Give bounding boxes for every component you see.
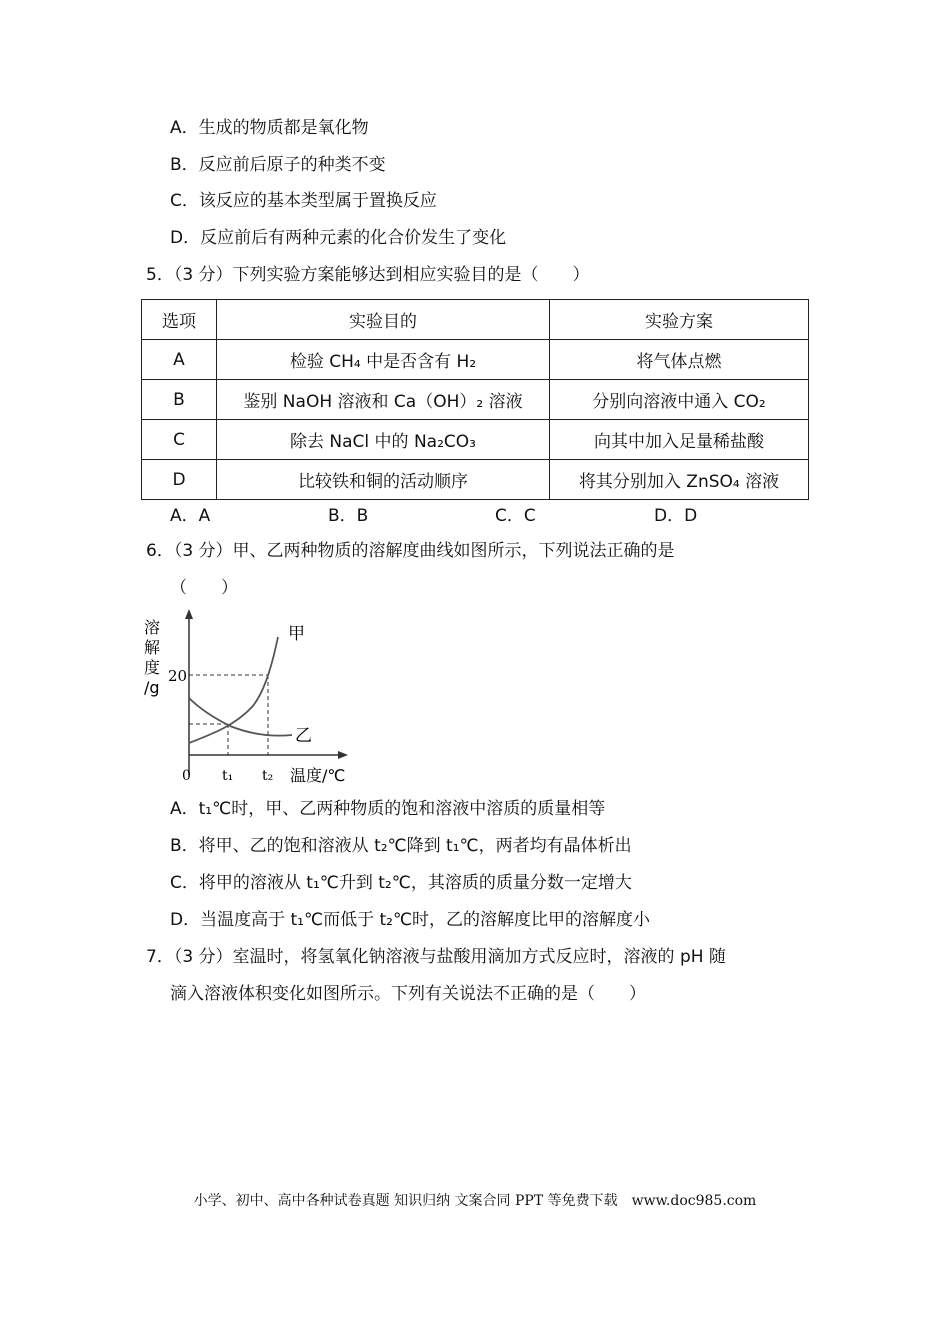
q6-stem — [146, 539, 675, 563]
q5-stem-text: （3 分）下列实验方案能够达到相应实验目的是（ ） — [173, 265, 590, 285]
x-tick-t1: t₁ — [222, 768, 234, 784]
table-header-row — [142, 300, 809, 340]
q6-stem-bracket: （ ） — [170, 578, 238, 598]
q7-stem — [146, 945, 726, 969]
x-axis-label: 温度/℃ — [290, 766, 346, 785]
row-method: 向其中加入足量稀盐酸 — [550, 420, 809, 460]
curve-yi-label: 乙 — [295, 726, 312, 746]
y-label-3: 度 — [144, 658, 161, 677]
q4-option-b: B．反应前后原子的种类不变 — [170, 155, 386, 175]
q5-answer-c: C．C — [495, 506, 536, 526]
header-purpose: 实验目的 — [217, 300, 550, 340]
q4-option-a: A．生成的物质都是氧化物 — [170, 118, 369, 138]
q7-stem-text: （3 分）室温时，将氢氧化钠溶液与盐酸用滴加方式反应时，溶液的 pH 随 — [173, 947, 726, 967]
q6-stem-text: （3 分）甲、乙两种物质的溶解度曲线如图所示，下列说法正确的是 — [173, 541, 675, 561]
y-label-2: 解 — [144, 638, 161, 657]
x-tick-t2: t₂ — [262, 768, 274, 784]
row-purpose: 比较铁和铜的活动顺序 — [217, 460, 550, 500]
table-row — [142, 460, 809, 500]
y-label-1: 溶 — [144, 618, 161, 637]
q5-number: 5． — [146, 265, 174, 285]
header-option: 选项 — [142, 300, 217, 340]
q5-stem — [146, 263, 590, 287]
row-option: D — [142, 460, 217, 500]
q4-option-c: C．该反应的基本类型属于置换反应 — [170, 191, 437, 211]
header-method: 实验方案 — [550, 300, 809, 340]
row-purpose: 鉴别 NaOH 溶液和 Ca（OH）₂ 溶液 — [217, 380, 550, 420]
q5-answer-b: B．B — [328, 506, 369, 526]
q6-option-b: B．将甲、乙的饱和溶液从 t₂℃降到 t₁℃，两者均有晶体析出 — [170, 836, 632, 856]
row-option: C — [142, 420, 217, 460]
row-option: B — [142, 380, 217, 420]
curve-jia-label: 甲 — [288, 624, 305, 644]
row-method: 将其分别加入 ZnSO₄ 溶液 — [550, 460, 809, 500]
q6-option-d: D．当温度高于 t₁℃而低于 t₂℃时，乙的溶解度比甲的溶解度小 — [170, 910, 651, 930]
q5-answer-d: D．D — [654, 506, 698, 526]
q6-option-a: A．t₁℃时，甲、乙两种物质的饱和溶液中溶质的质量相等 — [170, 799, 606, 819]
row-purpose: 除去 NaCl 中的 Na₂CO₃ — [217, 420, 550, 460]
y-axis-arrow — [185, 609, 193, 619]
q5-table — [141, 299, 809, 500]
table-row — [142, 380, 809, 420]
page-footer: 小学、初中、高中各种试卷真题 知识归纳 文案合同 PPT 等免费下载 www.doc985.com — [193, 1193, 757, 1209]
row-option: A — [142, 340, 217, 380]
q6-number: 6． — [146, 541, 174, 561]
q7-number: 7． — [146, 947, 174, 967]
q4-option-d: D．反应前后有两种元素的化合价发生了变化 — [170, 228, 507, 248]
table-row — [142, 340, 809, 380]
row-method: 分别向溶液中通入 CO₂ — [550, 380, 809, 420]
y-tick-20: 20 — [168, 667, 188, 685]
x-origin: 0 — [182, 768, 191, 784]
solubility-graph — [140, 605, 360, 785]
table-row — [142, 420, 809, 460]
y-label-4: /g — [144, 678, 160, 697]
row-purpose: 检验 CH₄ 中是否含有 H₂ — [217, 340, 550, 380]
q5-answer-a: A．A — [170, 506, 211, 526]
q6-option-c: C．将甲的溶液从 t₁℃升到 t₂℃，其溶质的质量分数一定增大 — [170, 873, 632, 893]
q7-stem-line2: 滴入溶液体积变化如图所示。下列有关说法不正确的是（ ） — [170, 984, 646, 1004]
x-axis-arrow — [338, 751, 348, 759]
row-method: 将气体点燃 — [550, 340, 809, 380]
